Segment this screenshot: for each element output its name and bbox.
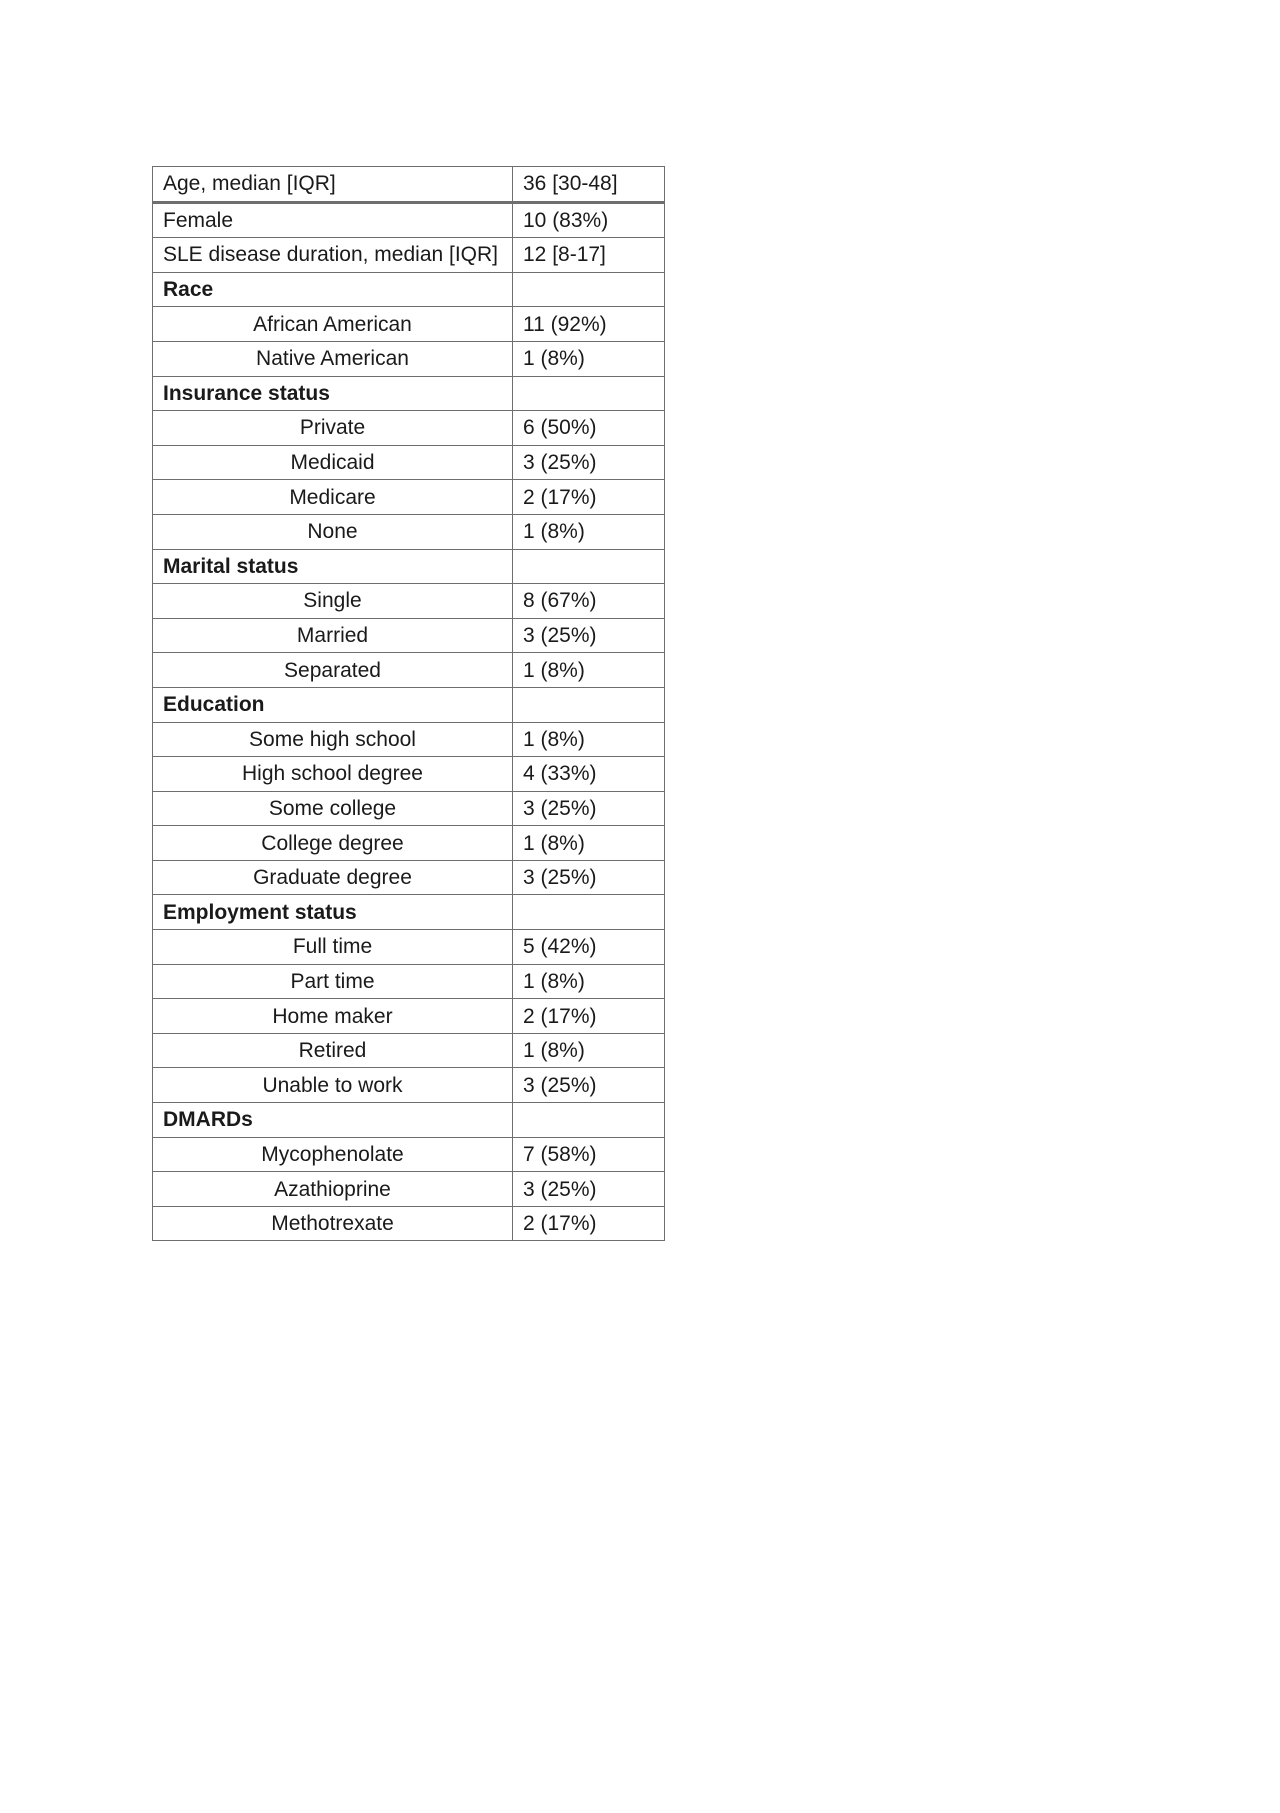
row-value-cell: 2 (17%) xyxy=(513,480,665,515)
table-section-header-row xyxy=(153,272,665,307)
table-row xyxy=(153,307,665,342)
row-value-cell: 6 (50%) xyxy=(513,411,665,446)
row-value-cell: 10 (83%) xyxy=(513,202,665,238)
table-row xyxy=(153,1068,665,1103)
table-row xyxy=(153,653,665,688)
row-value-cell: 36 [30-48] xyxy=(513,167,665,203)
row-label-cell: Retired xyxy=(153,1033,513,1068)
row-label-cell: Married xyxy=(153,618,513,653)
table-row xyxy=(153,618,665,653)
table-row xyxy=(153,445,665,480)
row-value-cell: 1 (8%) xyxy=(513,653,665,688)
demographics-table xyxy=(152,166,665,1241)
row-label-cell: High school degree xyxy=(153,757,513,792)
table-section-header-row xyxy=(153,549,665,584)
table-section-header-row xyxy=(153,687,665,722)
table-row xyxy=(153,202,665,238)
table-section-header-row xyxy=(153,895,665,930)
row-value-cell: 2 (17%) xyxy=(513,1206,665,1241)
table-row xyxy=(153,411,665,446)
table-row xyxy=(153,791,665,826)
table-row xyxy=(153,722,665,757)
section-label-cell: Employment status xyxy=(153,895,513,930)
row-value-cell xyxy=(513,272,665,307)
row-value-cell: 3 (25%) xyxy=(513,791,665,826)
row-label-cell: Private xyxy=(153,411,513,446)
section-label-cell: Marital status xyxy=(153,549,513,584)
table-row xyxy=(153,964,665,999)
table-row xyxy=(153,930,665,965)
row-label-cell: Home maker xyxy=(153,999,513,1034)
table-row xyxy=(153,1206,665,1241)
row-value-cell xyxy=(513,895,665,930)
row-label-cell: Mycophenolate xyxy=(153,1137,513,1172)
row-value-cell xyxy=(513,549,665,584)
table-row xyxy=(153,584,665,619)
row-label-cell: Separated xyxy=(153,653,513,688)
row-value-cell: 3 (25%) xyxy=(513,445,665,480)
row-value-cell: 1 (8%) xyxy=(513,1033,665,1068)
table-row xyxy=(153,167,665,203)
row-value-cell: 11 (92%) xyxy=(513,307,665,342)
section-label-cell: DMARDs xyxy=(153,1103,513,1138)
row-value-cell: 3 (25%) xyxy=(513,1068,665,1103)
row-value-cell: 4 (33%) xyxy=(513,757,665,792)
row-label-cell: Native American xyxy=(153,341,513,376)
table-row xyxy=(153,1172,665,1207)
row-value-cell: 1 (8%) xyxy=(513,514,665,549)
row-value-cell: 1 (8%) xyxy=(513,722,665,757)
table-row xyxy=(153,480,665,515)
row-label-cell: Medicare xyxy=(153,480,513,515)
row-label-cell: Full time xyxy=(153,930,513,965)
table-row xyxy=(153,1137,665,1172)
section-label-cell: Race xyxy=(153,272,513,307)
row-value-cell: 3 (25%) xyxy=(513,860,665,895)
row-label-cell: Some college xyxy=(153,791,513,826)
row-value-cell xyxy=(513,687,665,722)
row-label-cell: Female xyxy=(153,202,513,238)
row-label-cell: Azathioprine xyxy=(153,1172,513,1207)
section-label-cell: Education xyxy=(153,687,513,722)
row-value-cell xyxy=(513,376,665,411)
row-value-cell: 5 (42%) xyxy=(513,930,665,965)
table-row xyxy=(153,514,665,549)
row-label-cell: Age, median [IQR] xyxy=(153,167,513,203)
row-label-cell: Part time xyxy=(153,964,513,999)
table-row xyxy=(153,341,665,376)
row-label-cell: College degree xyxy=(153,826,513,861)
row-value-cell: 12 [8-17] xyxy=(513,238,665,273)
row-value-cell: 1 (8%) xyxy=(513,341,665,376)
row-value-cell: 8 (67%) xyxy=(513,584,665,619)
row-value-cell: 7 (58%) xyxy=(513,1137,665,1172)
row-label-cell: Unable to work xyxy=(153,1068,513,1103)
row-value-cell: 1 (8%) xyxy=(513,964,665,999)
row-label-cell: Some high school xyxy=(153,722,513,757)
row-label-cell: Methotrexate xyxy=(153,1206,513,1241)
row-value-cell xyxy=(513,1103,665,1138)
table-section-header-row xyxy=(153,1103,665,1138)
row-label-cell: Single xyxy=(153,584,513,619)
table-row xyxy=(153,999,665,1034)
row-value-cell: 3 (25%) xyxy=(513,1172,665,1207)
row-value-cell: 2 (17%) xyxy=(513,999,665,1034)
table-body xyxy=(153,167,665,1241)
table-row xyxy=(153,757,665,792)
table-row xyxy=(153,860,665,895)
table-row xyxy=(153,826,665,861)
row-label-cell: Graduate degree xyxy=(153,860,513,895)
row-label-cell: Medicaid xyxy=(153,445,513,480)
row-label-cell: African American xyxy=(153,307,513,342)
row-label-cell: SLE disease duration, median [IQR] xyxy=(153,238,513,273)
row-label-cell: None xyxy=(153,514,513,549)
table-row xyxy=(153,1033,665,1068)
row-value-cell: 1 (8%) xyxy=(513,826,665,861)
row-value-cell: 3 (25%) xyxy=(513,618,665,653)
table-row xyxy=(153,238,665,273)
section-label-cell: Insurance status xyxy=(153,376,513,411)
table-section-header-row xyxy=(153,376,665,411)
